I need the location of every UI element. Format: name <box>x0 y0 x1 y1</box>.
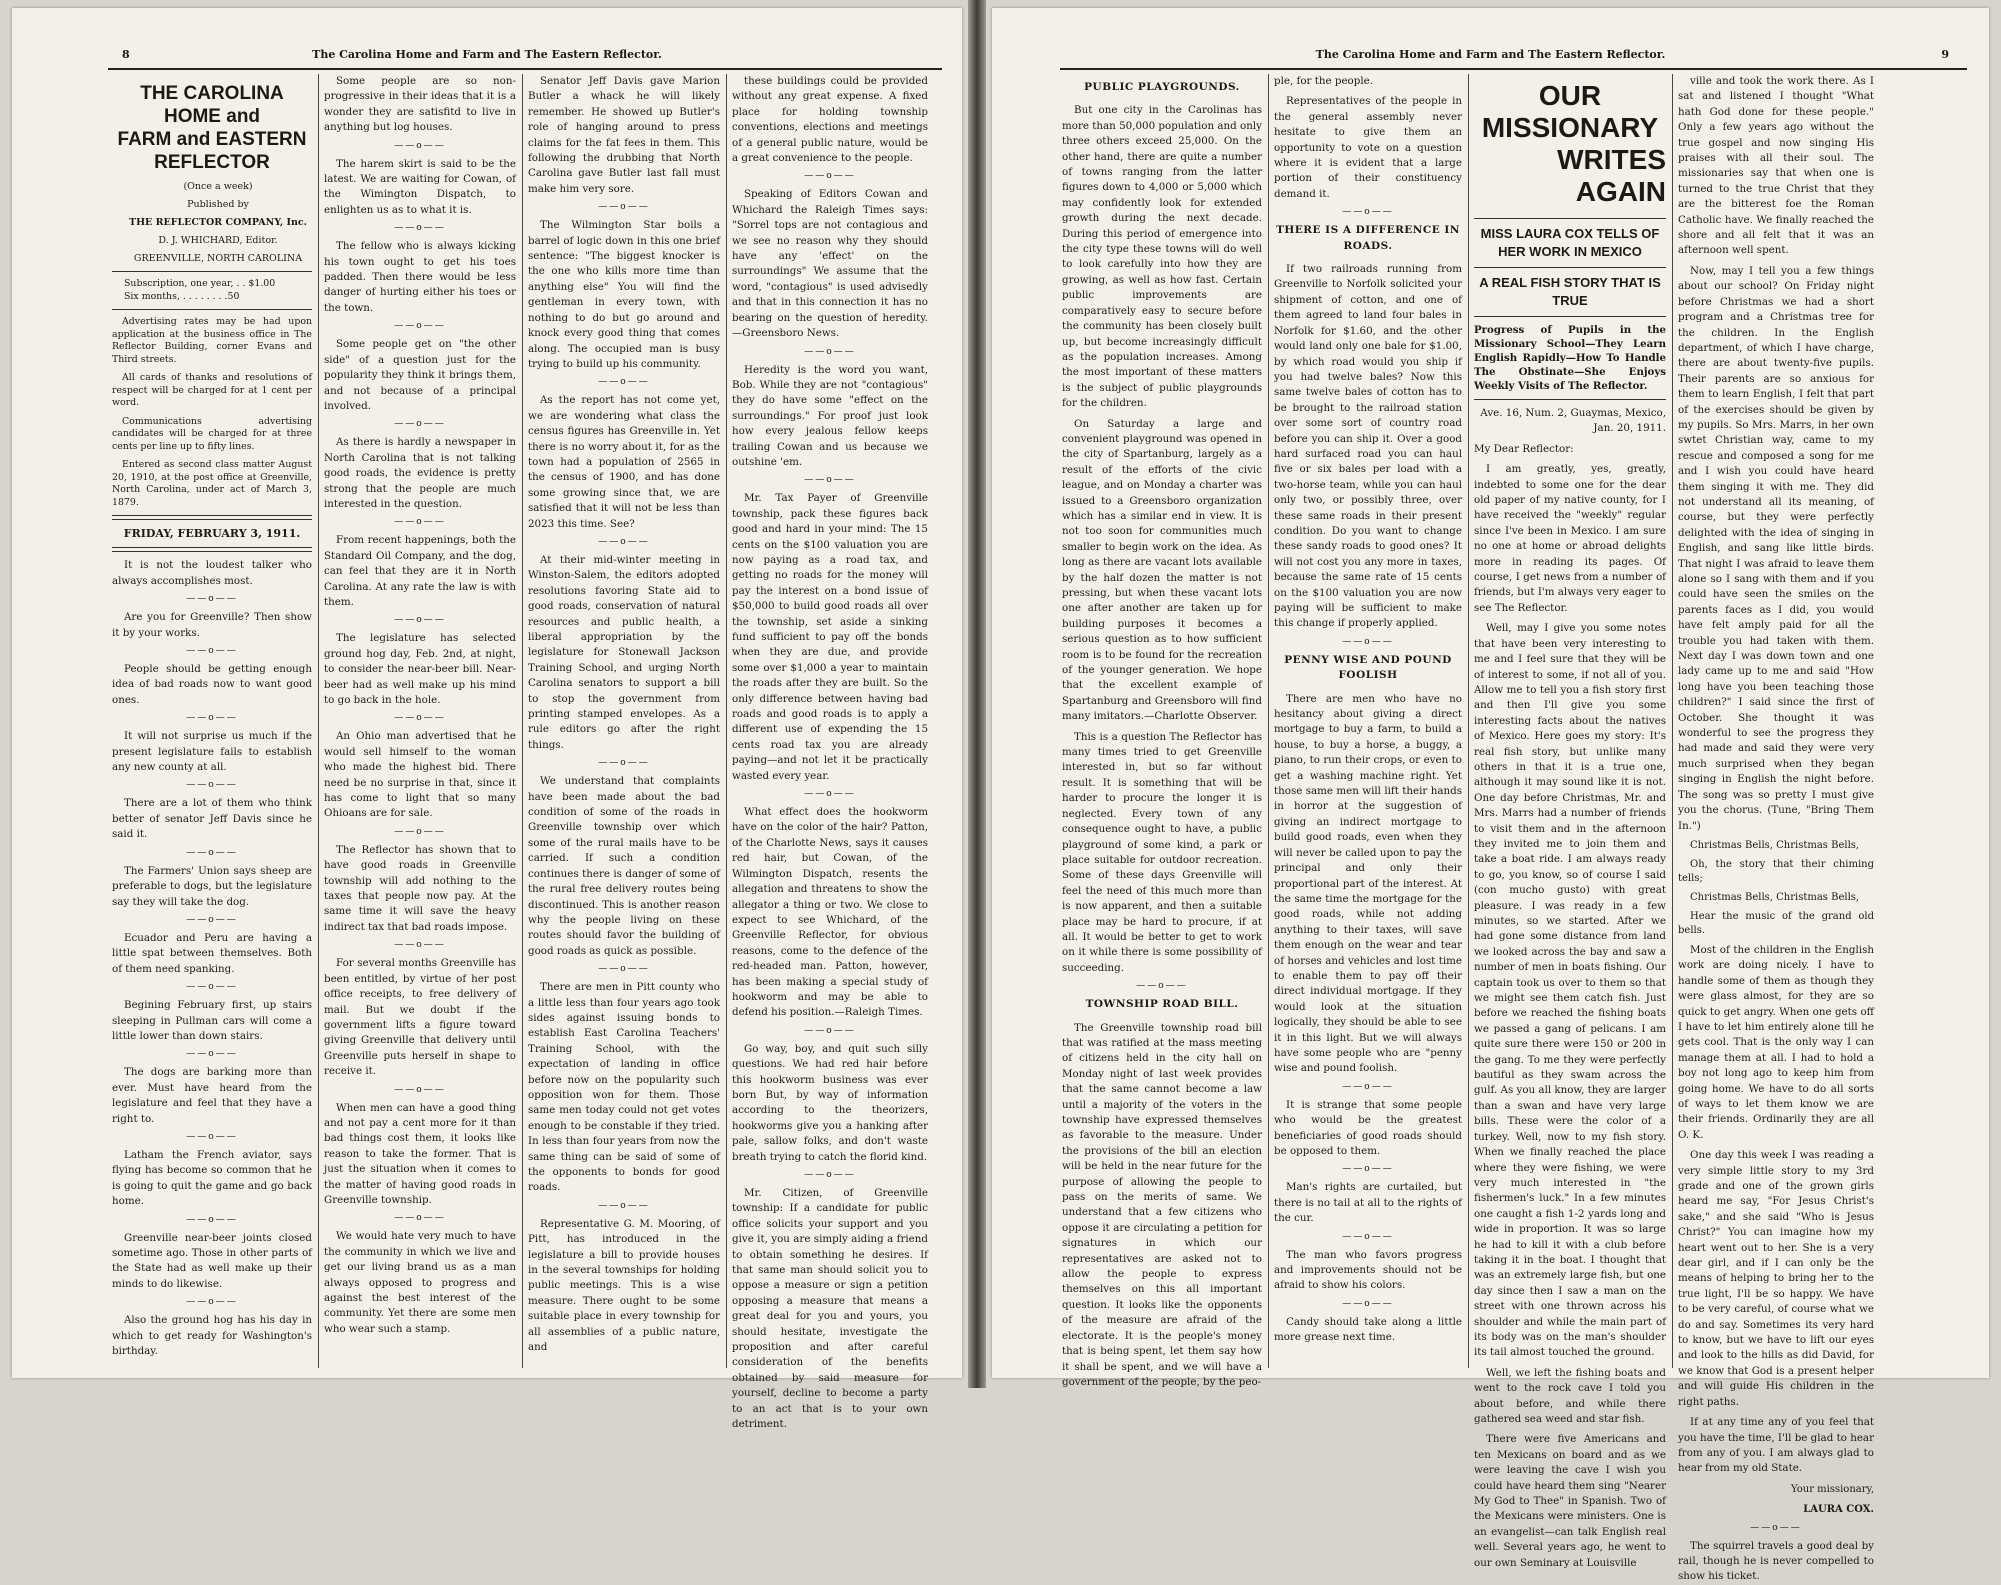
road-bill-article <box>1062 1021 1262 1391</box>
paragraph: The Greenville township road bill that was ratified at the mass meeting of citizens held in the city hall on Monday night of last week provides that the same cannot become a law until a majority of the voters in the township have expressed themselves as favorable to the measure. Under the provisions of the bill an election will be held in the near future for the purpose of allowing the people to pass on the merits of same. We understand that a few citizens who oppose it are circulating a petition for signatures in which our representatives are asked not to allow the people to express themselves on this all important question. It looks like the opponents of the measure are afraid of the electorate. It is the people's money that is being spent, let them say how it shall be spent, and we will have a government of the people, by the peo- <box>1062 1021 1262 1388</box>
column-rule <box>1672 74 1673 1368</box>
communications-note: Communications advertising candidates will be charged for at three cents per line up to fifty lines. <box>112 415 312 452</box>
masthead-title <box>112 82 312 174</box>
paragraph: There are men who have no hesitancy about giving a direct mortgage to buy a farm, to build a house, to buy a horse, a buggy, a piano, to run their crops, or even to get a washing machine right. Yet those same men will lift their hands in horror at the suggestion of giving an indirect mortgage to build good roads, even when they will never be called upon to pay the principal and only their proportional part of the interest. At the same time the mortgage for the good roads, while not adding anything to their taxes, will save them enough on the wear and tear of horses and vehicles and lost time to enable them to pay off their direct individual mortgage. If they would look at the situation logically, they should be able to see it in this light. But we will always have some people who are "penny wise and pound foolish. <box>1274 692 1462 1075</box>
separator <box>1678 1523 1874 1533</box>
paragraph: I am greatly, yes, greatly, indebted to some one for the dear old paper of my native county, for I have received the "weekly" regular since I've been in Mexico. I am sure no one at home or abroad delights more in reading its pages. Of course, I get news from a number of friends, but I'm always very eager to see The Reflector. <box>1474 463 1666 614</box>
separator <box>732 171 928 181</box>
paragraph: From recent happenings, both the Standard Oil Company, and the dog, can feel that they are it in North Carolina. At any rate the law is with them. <box>324 534 516 608</box>
separator <box>112 1132 312 1142</box>
letter-salutation: My Dear Reflector: <box>1474 442 1574 455</box>
separator <box>324 615 516 625</box>
right-running-head-text: The Carolina Home and Farm and The Eastern Reflector. <box>1315 48 1666 61</box>
letter-continued <box>1678 74 1874 834</box>
entered-note: Entered as second class matter August 20, 1910, at the post office at Greenville, North Carolina, under act of March 3, 1879. <box>112 459 312 508</box>
separator <box>1274 207 1462 217</box>
playgrounds-article <box>1062 103 1262 976</box>
heading-township-road-bill: TOWNSHIP ROAD BILL. <box>1085 998 1239 1011</box>
continuation-line: ple, for the people. <box>1274 75 1374 87</box>
paragraph: What effect does the hookworm have on the color of the hair? Patton, of the Charlotte News, says it causes red hair, but Cowan, of the Wilmington Dispatch, resents the allegation and threatens to show the allegator a thing or two. We close to expect to see Whichard, of the Greenville Reflector, for obvious reasons, come to the defence of the red-headed man. Patton, however, has been making a special study of hookworm and may be able to defend his position.—Raleigh Times. <box>732 806 928 1019</box>
left-col-4 <box>732 74 928 1431</box>
separator <box>528 1201 720 1211</box>
separator <box>324 713 516 723</box>
left-col-1 <box>112 74 312 1368</box>
separator <box>1062 981 1262 991</box>
separator <box>1274 637 1462 647</box>
paragraph: The Wilmington Star boils a barrel of logic down in this one brief sentence: "The biggest knocker is the one who kills more time than anything else" You will find the gentleman in every town, with nothing to do but go around and knock every good thing that comes along. The occupied man is busy trying to build up his community. <box>528 219 720 370</box>
paragraph: Greenville near-beer joints closed sometime ago. Those in other parts of the State had as well make up their minds to do likewise. <box>112 1231 312 1290</box>
separator <box>112 1215 312 1225</box>
paragraph: It is strange that some people who would be the greatest beneficiaries of good roads should be opposed to them. <box>1274 1098 1462 1157</box>
paragraph: It will not surprise us much if the present legislature fails to establish any new county at all. <box>112 730 312 774</box>
separator <box>528 537 720 547</box>
paragraph: these buildings could be provided without any great expense. A fixed place for holding township conventions, elections and meetings of a general public nature, would be a great convenience to the people. <box>732 75 928 165</box>
paragraph: Heredity is the word you want, Bob. While they are not "contagious" they do have some "effect on the surroundings." For proof just look how every jealous fellow keeps trailing Cowan and us because we outshine 'em. <box>732 363 928 468</box>
letter-dateline: Ave. 16, Num. 2, Guaymas, Mexico, Jan. 20, 1911. <box>1480 407 1666 435</box>
headline-rule <box>1474 267 1666 268</box>
subhead-fish-story: A REAL FISH STORY THAT IS TRUE <box>1479 275 1661 308</box>
left-newspaper-page <box>12 8 962 1431</box>
masthead-line-3: REFLECTOR <box>154 152 270 173</box>
masthead-publisher: THE REFLECTOR COMPANY, Inc. <box>129 217 307 228</box>
left-col-3 <box>528 74 720 1368</box>
paragraph: It is not the loudest talker who always accomplishes most. <box>112 559 312 587</box>
column-rule <box>318 74 319 1368</box>
paragraph: As the report has not come yet, we are wondering what class the census figures has Greenville in. Yet there is no worry about it, for as the town had a population of 2565 in the census of 1900, and has done some growing since that, we are satisfied that it will not be less than 2023 this time. See? <box>528 394 720 530</box>
paragraph: ville and took the work there. As I sat and listened I thought "What hath God done for these people." Only a few years ago without the true gospel and now singing His praises with all their soul. The missionaries say that when one is turned to the true Christ that they are the bitterest foe the Roman Catholic have. We finally reached the shore and all felt that it was an afternoon well spent. <box>1678 75 1874 257</box>
separator <box>112 594 312 604</box>
separator <box>324 141 516 151</box>
paragraph: The man who favors progress and improvements should not be afraid to show his colors. <box>1274 1248 1462 1292</box>
letter-closing: Your missionary, <box>1791 1483 1874 1495</box>
paragraph: Man's rights are curtailed, but there is no tail at all to the rights of the cur. <box>1274 1181 1462 1225</box>
short-items <box>1274 1098 1462 1346</box>
paragraph: Representative G. M. Mooring, of Pitt, has introduced in the legislature a bill to provide houses in the several townships for holding public meetings. This is a wise measure. There ought to be some suitable place in every township for all assemblies of a public nature, and <box>528 1217 720 1354</box>
left-running-head <box>12 48 962 66</box>
left-col-1-items <box>112 558 312 1359</box>
masthead-published-by: Published by <box>187 199 249 210</box>
paragraph: Senator Jeff Davis gave Marion Butler a whack he will likely remember. He showed up Butler's role of hanging around to press claims for the fat fees in them. This following the drubbing that North Carolina gave Butler last fall must make him very sore. <box>528 75 720 195</box>
masthead-line-2: FARM and EASTERN <box>117 129 307 150</box>
paragraph: Some people are so non-progressive in their ideas that it is a wonder they are satisfitd to live in anything but log houses. <box>324 75 516 134</box>
masthead-rule <box>112 309 312 310</box>
headline-rule <box>1474 316 1666 317</box>
separator <box>324 827 516 837</box>
headline-rule <box>1474 399 1666 400</box>
paragraph: The legislature has selected ground hog day, Feb. 2nd, at night, to consider the near-beer bill. Near-beer had as well make up his mind to go back in the hole. <box>324 632 516 706</box>
left-col-2-items <box>324 74 516 1337</box>
separator <box>528 758 720 768</box>
roads-article <box>1274 262 1462 632</box>
separator <box>732 1170 928 1180</box>
separator <box>112 1049 312 1059</box>
masthead-editor: D. J. WHICHARD, Editor. <box>158 235 278 246</box>
paragraph: Latham the French aviator, says flying has become so common that he is going to quit the game and go back home. <box>112 1148 312 1208</box>
paragraph: Also the ground hog has his day in which to get ready for Washington's birthday. <box>112 1314 312 1358</box>
separator <box>324 321 516 331</box>
penny-article <box>1274 692 1462 1077</box>
paragraph: The dogs are barking more than ever. Must have heard from the legislature and feel that they have a right to. <box>112 1066 312 1125</box>
separator <box>324 940 516 950</box>
paragraph: For several months Greenville has been entitled, by virtue of her post office receipts, to free delivery of mail. But we doubt if the government lifts a figure toward giving Greenville that delivery until Greenville puts herself in shape to receive it. <box>324 957 516 1078</box>
headline-line-1: OUR MISSIONARY <box>1481 80 1659 143</box>
song-verse <box>1678 839 1874 938</box>
separator <box>324 419 516 429</box>
continuation-paragraph: Representatives of the people in the general assembly never hesitate to give them an opportunity to vote on a question where it is evident that a large portion of their constituency demand it. <box>1274 95 1462 200</box>
paragraph: Most of the children in the English work are doing nicely. I have to handle some of them as though they were glass almost, for they are so quick to get angry. When one gets off I have to let him entirely alone till he gets cool. That is the only way I can manage them at all. I had to hold a boy not long ago to keep him from going home. We have to do all sorts of ways to let them know we are their friends. Ordinarily they are all O. K. <box>1678 943 1874 1141</box>
subscription-year: Subscription, one year, . . $1.00 <box>124 278 276 289</box>
paragraph: Ecuador and Peru are having a little spat between themselves. Both of them need spanking. <box>112 931 312 975</box>
separator <box>324 517 516 527</box>
date-rule <box>112 515 312 520</box>
paragraph: There are a lot of them who think better of senator Jeff Davis since he said it. <box>112 797 312 841</box>
right-col-1 <box>1062 74 1262 1388</box>
verse-line: Oh, the story that their chiming tells; <box>1678 858 1874 884</box>
separator <box>1274 1164 1462 1174</box>
headline-rule <box>1474 218 1666 219</box>
letter-body <box>1474 462 1666 1571</box>
paragraph: There are men in Pitt county who a little less than four years ago took sides against issuing bonds to establish East Carolina Teachers' Training School, with the expectation of landing in office before now on the popularity such opposition won for them. Those same men today could not get votes enough to be constable if they tried. In less than four years from now the same thing can be said of some of the opponents to bonds for good roads. <box>528 981 720 1194</box>
paragraph: We understand that complaints have been made about the bad condition of some of the roads in Greenville township over which some of the rural mails have to be carried. If such a condition continues there is danger of some of the rural free delivery routes being discontinued. This is another reason why the people living on these routes should favor the building of good roads as quick as possible. <box>528 775 720 957</box>
paragraph: The Farmers' Union says sheep are preferable to dogs, but the legislature say they will take the dog. <box>112 864 312 908</box>
separator <box>732 475 928 485</box>
separator <box>324 223 516 233</box>
cards-note: All cards of thanks and resolutions of respect will be charged for at 1 cent per word. <box>112 372 312 408</box>
date-rule <box>112 547 312 552</box>
right-top-rule <box>1060 68 1967 70</box>
separator <box>112 915 312 925</box>
verse-line: Christmas Bells, Christmas Bells, <box>1690 839 1860 851</box>
paragraph: Well, we left the fishing boats and went to the rock cave I told you about before, and while there gathered sea weed and star fish. <box>1474 1366 1666 1425</box>
binding-gutter <box>968 0 986 1388</box>
headline-missionary <box>1474 80 1666 208</box>
masthead-rule <box>112 271 312 272</box>
separator <box>528 202 720 212</box>
masthead-line-1: THE CAROLINA HOME and <box>140 83 284 127</box>
separator <box>1274 1232 1462 1242</box>
heading-penny-wise: PENNY WISE AND POUND FOOLISH <box>1284 653 1452 682</box>
column-rule <box>726 74 727 1368</box>
paragraph: At their mid-winter meeting in Winston-Salem, the editors adopted resolutions favoring State aid to good roads, conservation of natural resources and public health, a liberal appropriation by the legislature for Stonewall Jackson Training School, and urging North Carolina senators to support a bill to stop the government from printing stamped envelopes. As a rule editors go after the right things. <box>528 553 720 751</box>
paragraph: Candy should take along a little more grease next time. <box>1274 1315 1462 1344</box>
left-col-2 <box>324 74 516 1368</box>
paragraph: The Reflector has shown that to have good roads in Greenville township will add nothing to the taxes that people now pay. At the same time it will save the heavy indirect tax that bad roads impose. <box>324 843 516 933</box>
paragraph: If at any time any of you feel that you have the time, I'll be glad to hear from any of you. I am always glad to hear from my old State. <box>1678 1416 1874 1475</box>
right-col-3 <box>1474 74 1666 1569</box>
column-rule <box>522 74 523 1368</box>
paragraph: Speaking of Editors Cowan and Whichard the Raleigh Times says: "Sorrel tops are not contagious and we see no reason why they should have any 'effect' on the surroundings" We assume that the word, "contagious" is used advisedly and that in this connection it has no bearing on the question of heredity.—Greensboro News. <box>732 188 928 340</box>
paragraph: The fellow who is always kicking his town ought to get his toes padded. Then there would be less danger of hurting either his toes or the town. <box>324 240 516 314</box>
paragraph: This is a question The Reflector has many times tried to get Greenville interested in, but so far without result. It is something that will be harder to procure the longer it is neglected. Every town of any consequence ought to have, a public playground of some kind, a park or place suitable for outdoor recreation. Some of these days Greenville will feel the need of this much more than is now apparent, and then a suitable place may be hard to procure, if at all. It would be better to get to work on it while there is some possibility of succeeding. <box>1062 730 1262 974</box>
separator <box>732 1026 928 1036</box>
separator <box>112 1297 312 1307</box>
right-col-4 <box>1678 74 1874 1583</box>
paragraph: We would hate very much to have the community in which we live and get our living brand us as a man always opposed to progress and against the best interest of the community. Yet there are some men who wear such a stamp. <box>324 1230 516 1335</box>
paragraph: Mr. Citizen, of Greenville township: If a candidate for public office solicits your support and you give it, you are simply aiding a friend to obtain something he desires. If that same man should solicit you to oppose a measure or sign a petition opposing a measure that means a great deal for you and yours, you should hesitate, investigate the proposition and after careful consideration of the benefits obtained by said measure for yourself, decline to become a party to an act that is to your own detriment. <box>732 1187 928 1431</box>
right-newspaper-page <box>992 8 1989 1583</box>
right-page-number: 9 <box>1941 48 1949 61</box>
separator <box>732 347 928 357</box>
squirrel-item: The squirrel travels a good deal by rail, though he is never compelled to show his ticket. <box>1678 1539 1874 1583</box>
separator <box>112 713 312 723</box>
separator <box>1274 1082 1462 1092</box>
verse-line: Christmas Bells, Christmas Bells, <box>1690 891 1860 903</box>
paragraph: Mr. Tax Payer of Greenville township, pack these figures back good and hard in your mind: The 15 cents on the $100 valuation you are now paying as a road tax, and getting no roads for the money will pay the interest on a bond issue of $50,000 to build good roads all over the township, set aside a sinking fund sufficient to pay off the bonds when they are due, and provide some over $1,000 a year to maintain the roads after they are built. So the only difference between having bad roads and good roads is to apply a different use of expending the 15 cents road tax you are already paying—and not let it be practically wasted every year. <box>732 492 928 782</box>
paragraph: As there is hardly a newspaper in North Carolina that is not talking good roads, the evidence is pretty strong that the people are much interested in the question. <box>324 436 516 510</box>
separator <box>732 789 928 799</box>
article-deck: Progress of Pupils in the Missionary School—They Learn English Rapidly—How To Handle The Obstinate—She Enjoys Weekly Visits of The Reflector. <box>1474 324 1666 392</box>
paragraph: One day this week I was reading a very simple little story to my 3rd grade and one of the grown girls heard me say, "For Jesus Christ's sake," and she said "Who is Jesus Christ?" You can imagine how my heart went out to her. She is a very dear girl, and if I can only be the means of helping to bring her to the true light, I'll be so happy. We have to be very careful, of course what we do and say. Sometimes its very hard to know, but we have to lift our eyes and look to the hills as did David, for we know that God is a present helper and will guide His children in the right paths. <box>1678 1149 1874 1408</box>
separator <box>112 780 312 790</box>
paragraph: But one city in the Carolinas has more than 50,000 population and only three others exceed 25,000. On the other hand, there are quite a number of towns ranging from the latter figures down to 4,000 or 5,000 which may confidently look for extended growth during the next decade. During this period of emergence into the city type these towns will do well to look carefully into how they are growing, as well as how fast. Certain public improvements are comparatively easy to secure before the community has been closely built up, but become increasingly difficult as the population increases. Among the most important of these matters is the subject of public playgrounds for the children. <box>1062 104 1262 410</box>
paragraph: Now, may I tell you a few things about our school? On Friday night before Christmas we had a short program and a Christmas tree for the children. In the English department, of which I have charge, there are about twenty-five pupils. Their parents are so anxious for them to learn English, I felt that part of the exercises should be given by my pupils. So Mrs. Marrs, in her own swtet Christian way, came to my rescue and composed a song for me and I wish you could have heard them singing it with me. They did not understand all its meaning, of course, but they were perfectly delighted with the idea of singing in English, and sang like little birds. That night I was afraid to leave them alone so I sang with them and if you could have seen the smiles on the parents faces as I did, you would have felt amply paid for all the trouble you had taken with them. Next day I was down town and one lady came up to me and said "How long have you been teaching those children?" I said since the first of October. She thought it was wonderful to see the progress they had made and said they were very much surprised when they began singing in English the night before. The song was so pretty I must give you the chorus. (Tune, "Bring Them In.") <box>1678 264 1874 832</box>
letter-signature: LAURA COX. <box>1803 1504 1874 1516</box>
subscription-six: Six months, . . . . . . . .50 <box>124 290 240 302</box>
paragraph: If two railroads running from Greenville to Norfolk solicited your shipment of cotton, and one of them agreed to land four bales in Norfolk for $1.60, and the other would land only one bale for $1.00, by which road would you ship if you had twelve bales? Now this same twelve bales of cotton has to be brought to the railroad station over some sort of country road before you can ship it. Over a good hard surfaced road you can haul five or six bales per load with a two-horse team, while you can haul only two, or possibly three, over these same roads in their present condition. Do you want to change these sandy roads to good ones? It will not cost you any more in taxes, because the same rate of 15 cents on the $100 valuation you are now paying will be sufficient to make this change if properly applied. <box>1274 263 1462 630</box>
paragraph: Go way, boy, and quit such silly questions. We had red hair before this hookworm business was ever born But, by way of information according to the theorizers, hookworms give you a hanking after pale, sallow folks, and don't waste breath trying to catch the florid kind. <box>732 1042 928 1163</box>
paragraph: When men can have a good thing and not pay a cent more for it than bad things cost them, it looks like reason to take the former. That is just the situation when it comes to the matter of having good roads in Greenville township. <box>324 1101 516 1206</box>
paragraph: Some people get on "the other side" of a question just for the popularity they think it brings them, and not because of a principal involved. <box>324 338 516 412</box>
paragraph: Begining February first, up stairs sleeping in Pullman cars will come a little lower than down stairs. <box>112 999 312 1042</box>
paragraph: There were five Americans and ten Mexicans on board and as we were leaving the cave I wish you could have heard them sing "Nearer My God to Thee" in Spanish. Two of the Mexicans were ministers. One is an evangelist—can talk English real well. Several years ago, he went to our own Seminary at Louisville <box>1474 1433 1666 1569</box>
separator <box>324 1085 516 1095</box>
column-rule <box>1468 74 1469 1368</box>
masthead-location: GREENVILLE, NORTH CAROLINA <box>133 253 303 264</box>
advertising-note: Advertising rates may be had upon application at the business office in The Reflector Building, corner Evans and Third streets. <box>112 316 312 365</box>
paragraph: Well, may I give you some notes that have been very interesting to me and I feel sure that they will be of interest to some, if not all of you. Allow me to tell you a fish story first and then I'll give you some interesting facts about the natives of Mexico. Here goes my story: It's real fish story, but unlike many others in that it is a true one, although it may sound like it is not. One day before Christmas, Mr. and Mrs. Marrs had a number of friends to visit them and in the afternoon they invited me to join them and take a boat ride. I am always ready to go, you know, so of course I said (con mucho gusto) with great pleasure. I was ready in a few minutes, so we started. After we had gone some distance from land we looked across the bay and saw a number of men in boats fishing. Our captain took us over to them so that we might see them catch fish. Just before we reached the fishing boats we passed a gang of pelicans. I am quite sure there were 150 or 200 in the gang. To me they were perfectly bautiful as they swam across the gulf. As you all know, they are larger than a swan and have very large bills. These were the color of a turkey. Well, now to my fish story. When we finally reached the place where they were fishing, we were very much interested in "the fishermen's luck." In a few minutes one caught a fish 1-2 yards long and wide in proportion. It was so large he had to kill it with a club before taking it in the boat. I thought that was an extremely large fish, but one day since then I saw a man on the street with one thrown across his shoulder and while the main part of its body was on the man's shoulder its tail almost touched the ground. <box>1474 622 1666 1359</box>
right-col-2 <box>1274 74 1462 1368</box>
left-top-rule <box>108 68 942 70</box>
right-running-head <box>992 48 1989 66</box>
heading-difference-in-roads: THERE IS A DIFFERENCE IN ROADS. <box>1276 224 1460 252</box>
separator <box>528 964 720 974</box>
verse-line: Hear the music of the grand old bells. <box>1678 910 1874 936</box>
left-running-head-text: The Carolina Home and Farm and The Eastern Reflector. <box>312 48 662 61</box>
issue-date: FRIDAY, FEBRUARY 3, 1911. <box>123 527 301 540</box>
separator <box>1274 1299 1462 1309</box>
separator <box>528 377 720 387</box>
column-rule <box>1268 74 1269 1368</box>
masthead-frequency: (Once a week) <box>183 181 253 192</box>
separator <box>324 1213 516 1223</box>
paragraph: People should be getting enough idea of bad roads now to want good ones. <box>112 663 312 706</box>
paragraph: On Saturday a large and convenient playground was opened in the city of Spartanburg, largely as a result of the efforts of the civic league, and on Monday a charter was issued to a Greensboro organization which has a similar end in view. It is not too soon for communities much smaller to begin work on the idea. As long as there are vacant lots available by the half dozen the matter is not pressing, but when these vacant lots one after another are taken up for building purposes it becomes a serious question as to how sufficient room is to be found for the recreation of the younger generation. We hope that the excellent example of Spartanburg and Greensboro will find many imitators.—Charlotte Observer. <box>1062 417 1262 723</box>
separator <box>112 982 312 992</box>
left-col-4-items <box>732 74 928 1433</box>
separator <box>112 646 312 656</box>
headline-line-2: WRITES AGAIN <box>1557 144 1666 207</box>
paragraph: An Ohio man advertised that he would sell himself to the woman who made the highest bid. There need be no surprise in that, since it has come to light that so many Ohioans are for sale. <box>324 730 516 820</box>
subhead-laura-cox: MISS LAURA COX TELLS OF HER WORK IN MEXICO <box>1480 226 1660 259</box>
separator <box>112 848 312 858</box>
paragraph: The harem skirt is said to be the latest. We are waiting for Cowan, of the Wimington Dispatch, to enlighten us as to what it is. <box>324 157 516 216</box>
heading-public-playgrounds: PUBLIC PLAYGROUNDS. <box>1084 81 1240 93</box>
left-page-number: 8 <box>122 48 130 61</box>
left-col-3-items <box>528 74 720 1355</box>
letter-continued-2 <box>1678 943 1874 1477</box>
paragraph: Are you for Greenville? Then show it by your works. <box>112 611 312 639</box>
